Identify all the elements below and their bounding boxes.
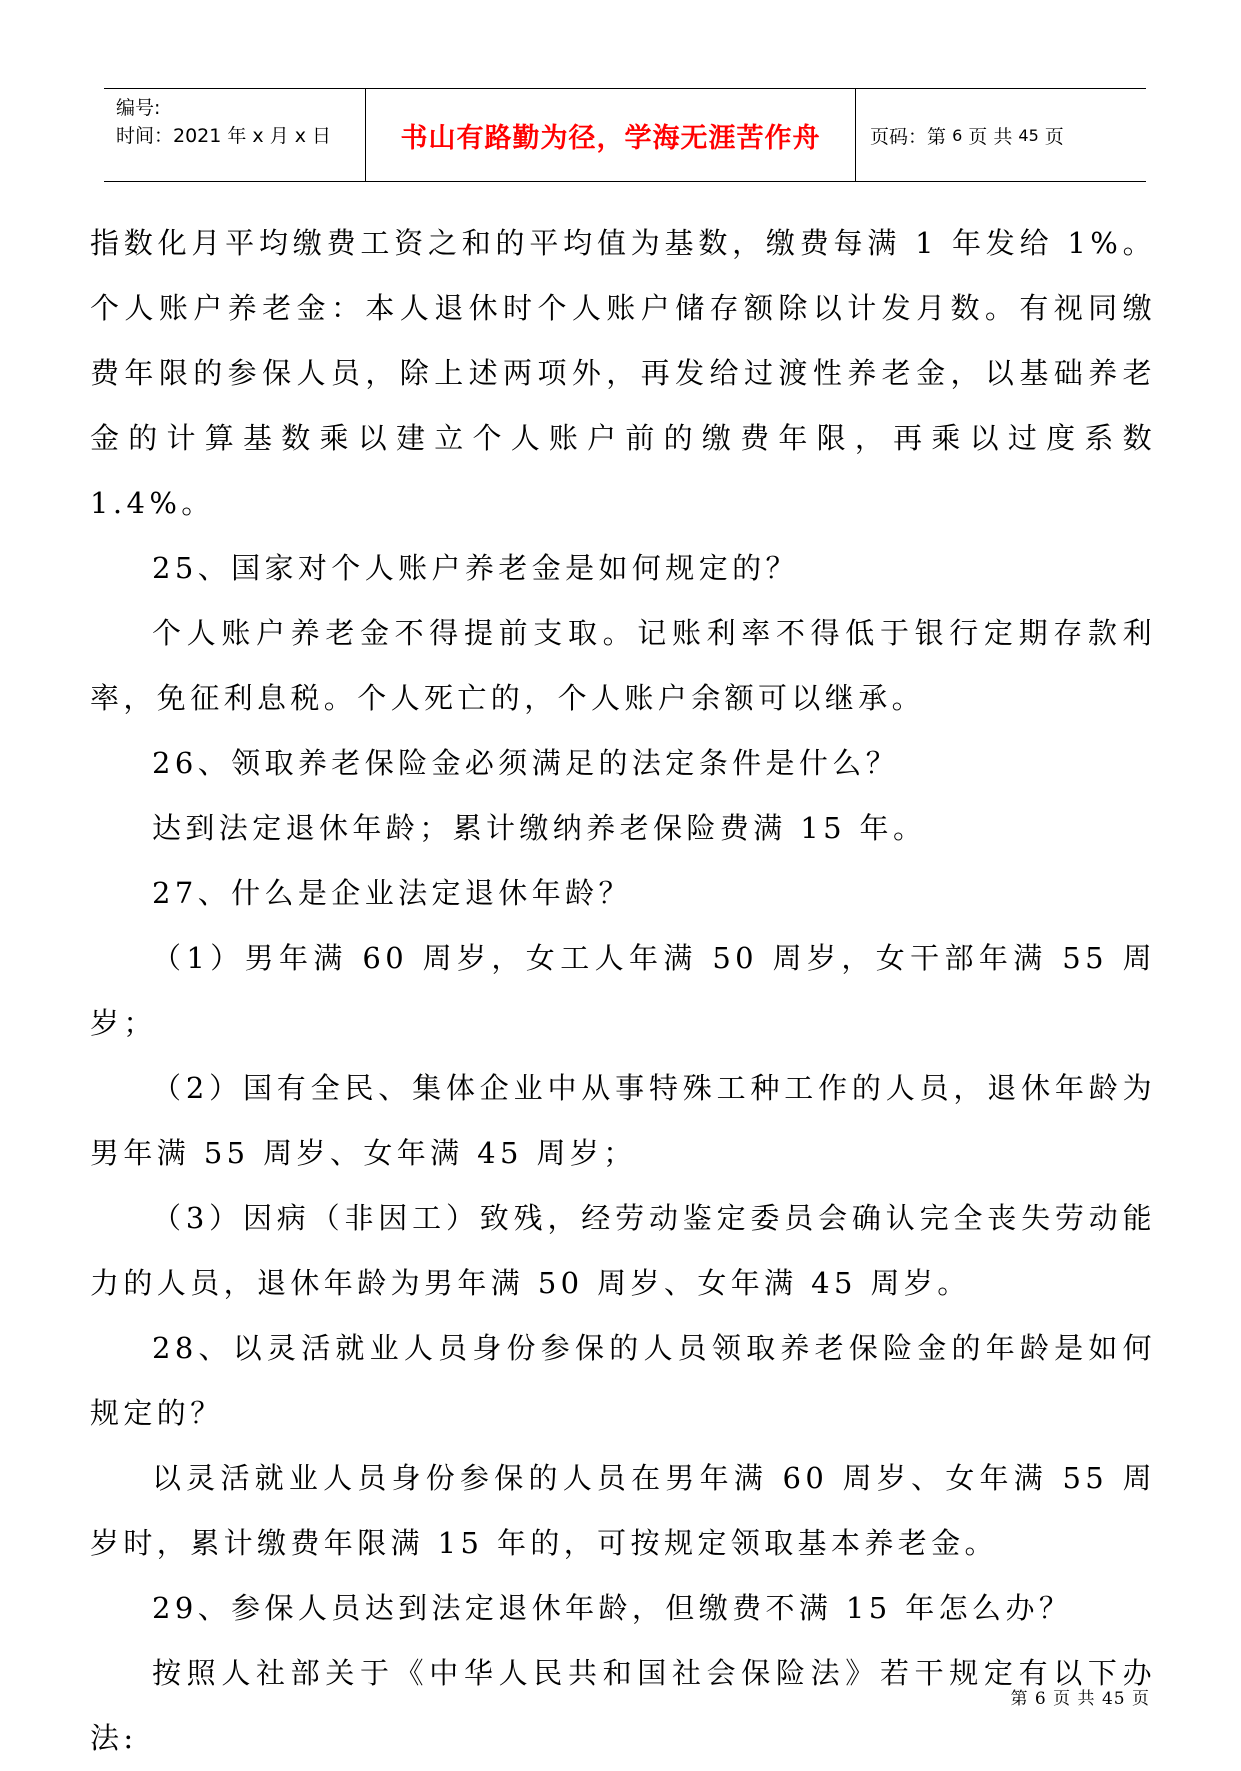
paragraph: 个人账户养老金不得提前支取。记账利率不得低于银行定期存款利率，免征利息税。个人死亡的，个人账户余额可以继承。 xyxy=(90,616,1156,715)
list-item: （3）因病（非因工）致残，经劳动鉴定委员会确认完全丧失劳动能力的人员，退休年龄为男年满 50 周岁、女年满 45 周岁。 xyxy=(90,1201,1156,1300)
page-prefix: 页码：第 xyxy=(870,125,947,148)
serial-label: 编号: xyxy=(116,97,161,119)
list-item: （2）国有全民、集体企业中从事特殊工种工作的人员，退休年龄为男年满 55 周岁、女年满 45 周岁； xyxy=(90,1071,1156,1170)
list-item: （1）男年满 60 周岁，女工人年满 50 周岁，女干部年满 55 周岁； xyxy=(90,941,1156,1040)
paragraph: 按照人社部关于《中华人民共和国社会保险法》若干规定有以下办法: xyxy=(90,1656,1156,1755)
question-heading: 27、什么是企业法定退休年龄？ xyxy=(152,876,632,910)
page-middle: 页 共 xyxy=(968,125,1013,148)
page-suffix: 页 xyxy=(1044,125,1064,148)
paragraph: 指数化月平均缴费工资之和的平均值为基数，缴费每满 1 年发给 1%。个人账户养老金：本人退休时个人账户储存额除以计发月数。有视同缴费年限的参保人员，除上述两项外，再发给过渡性养老金，以基础养老金的计算基数乘以建立个人账户前的缴费年限，再乘以过度系数 1.4%。 xyxy=(90,226,1156,520)
page-footer: 第 6 页 共 45 页 xyxy=(1010,1689,1150,1709)
page-total: 45 xyxy=(1018,125,1039,145)
page-header xyxy=(104,88,1146,182)
header-motto: 书山有路勤为径，学海无涯苦作舟 xyxy=(366,89,856,181)
document-body xyxy=(90,211,1156,1771)
paragraph: 以灵活就业人员身份参保的人员在男年满 60 周岁、女年满 55 周岁时，累计缴费年限满 15 年的，可按规定领取基本养老金。 xyxy=(90,1461,1156,1560)
question-heading: 28、以灵活就业人员身份参保的人员领取养老保险金的年龄是如何规定的？ xyxy=(90,1331,1156,1430)
question-heading: 26、领取养老保险金必须满足的法定条件是什么？ xyxy=(152,746,900,780)
header-page-number xyxy=(856,89,1146,181)
header-meta xyxy=(104,89,366,181)
question-heading: 29、参保人员达到法定退休年龄，但缴费不满 15 年怎么办？ xyxy=(152,1591,1073,1625)
paragraph: 达到法定退休年龄；累计缴纳养老保险费满 15 年。 xyxy=(152,811,927,845)
time-label: 时间：2021 年 x 月 x 日 xyxy=(116,125,332,147)
question-heading: 25、国家对个人账户养老金是如何规定的？ xyxy=(152,551,799,585)
page-current: 6 xyxy=(952,125,963,145)
